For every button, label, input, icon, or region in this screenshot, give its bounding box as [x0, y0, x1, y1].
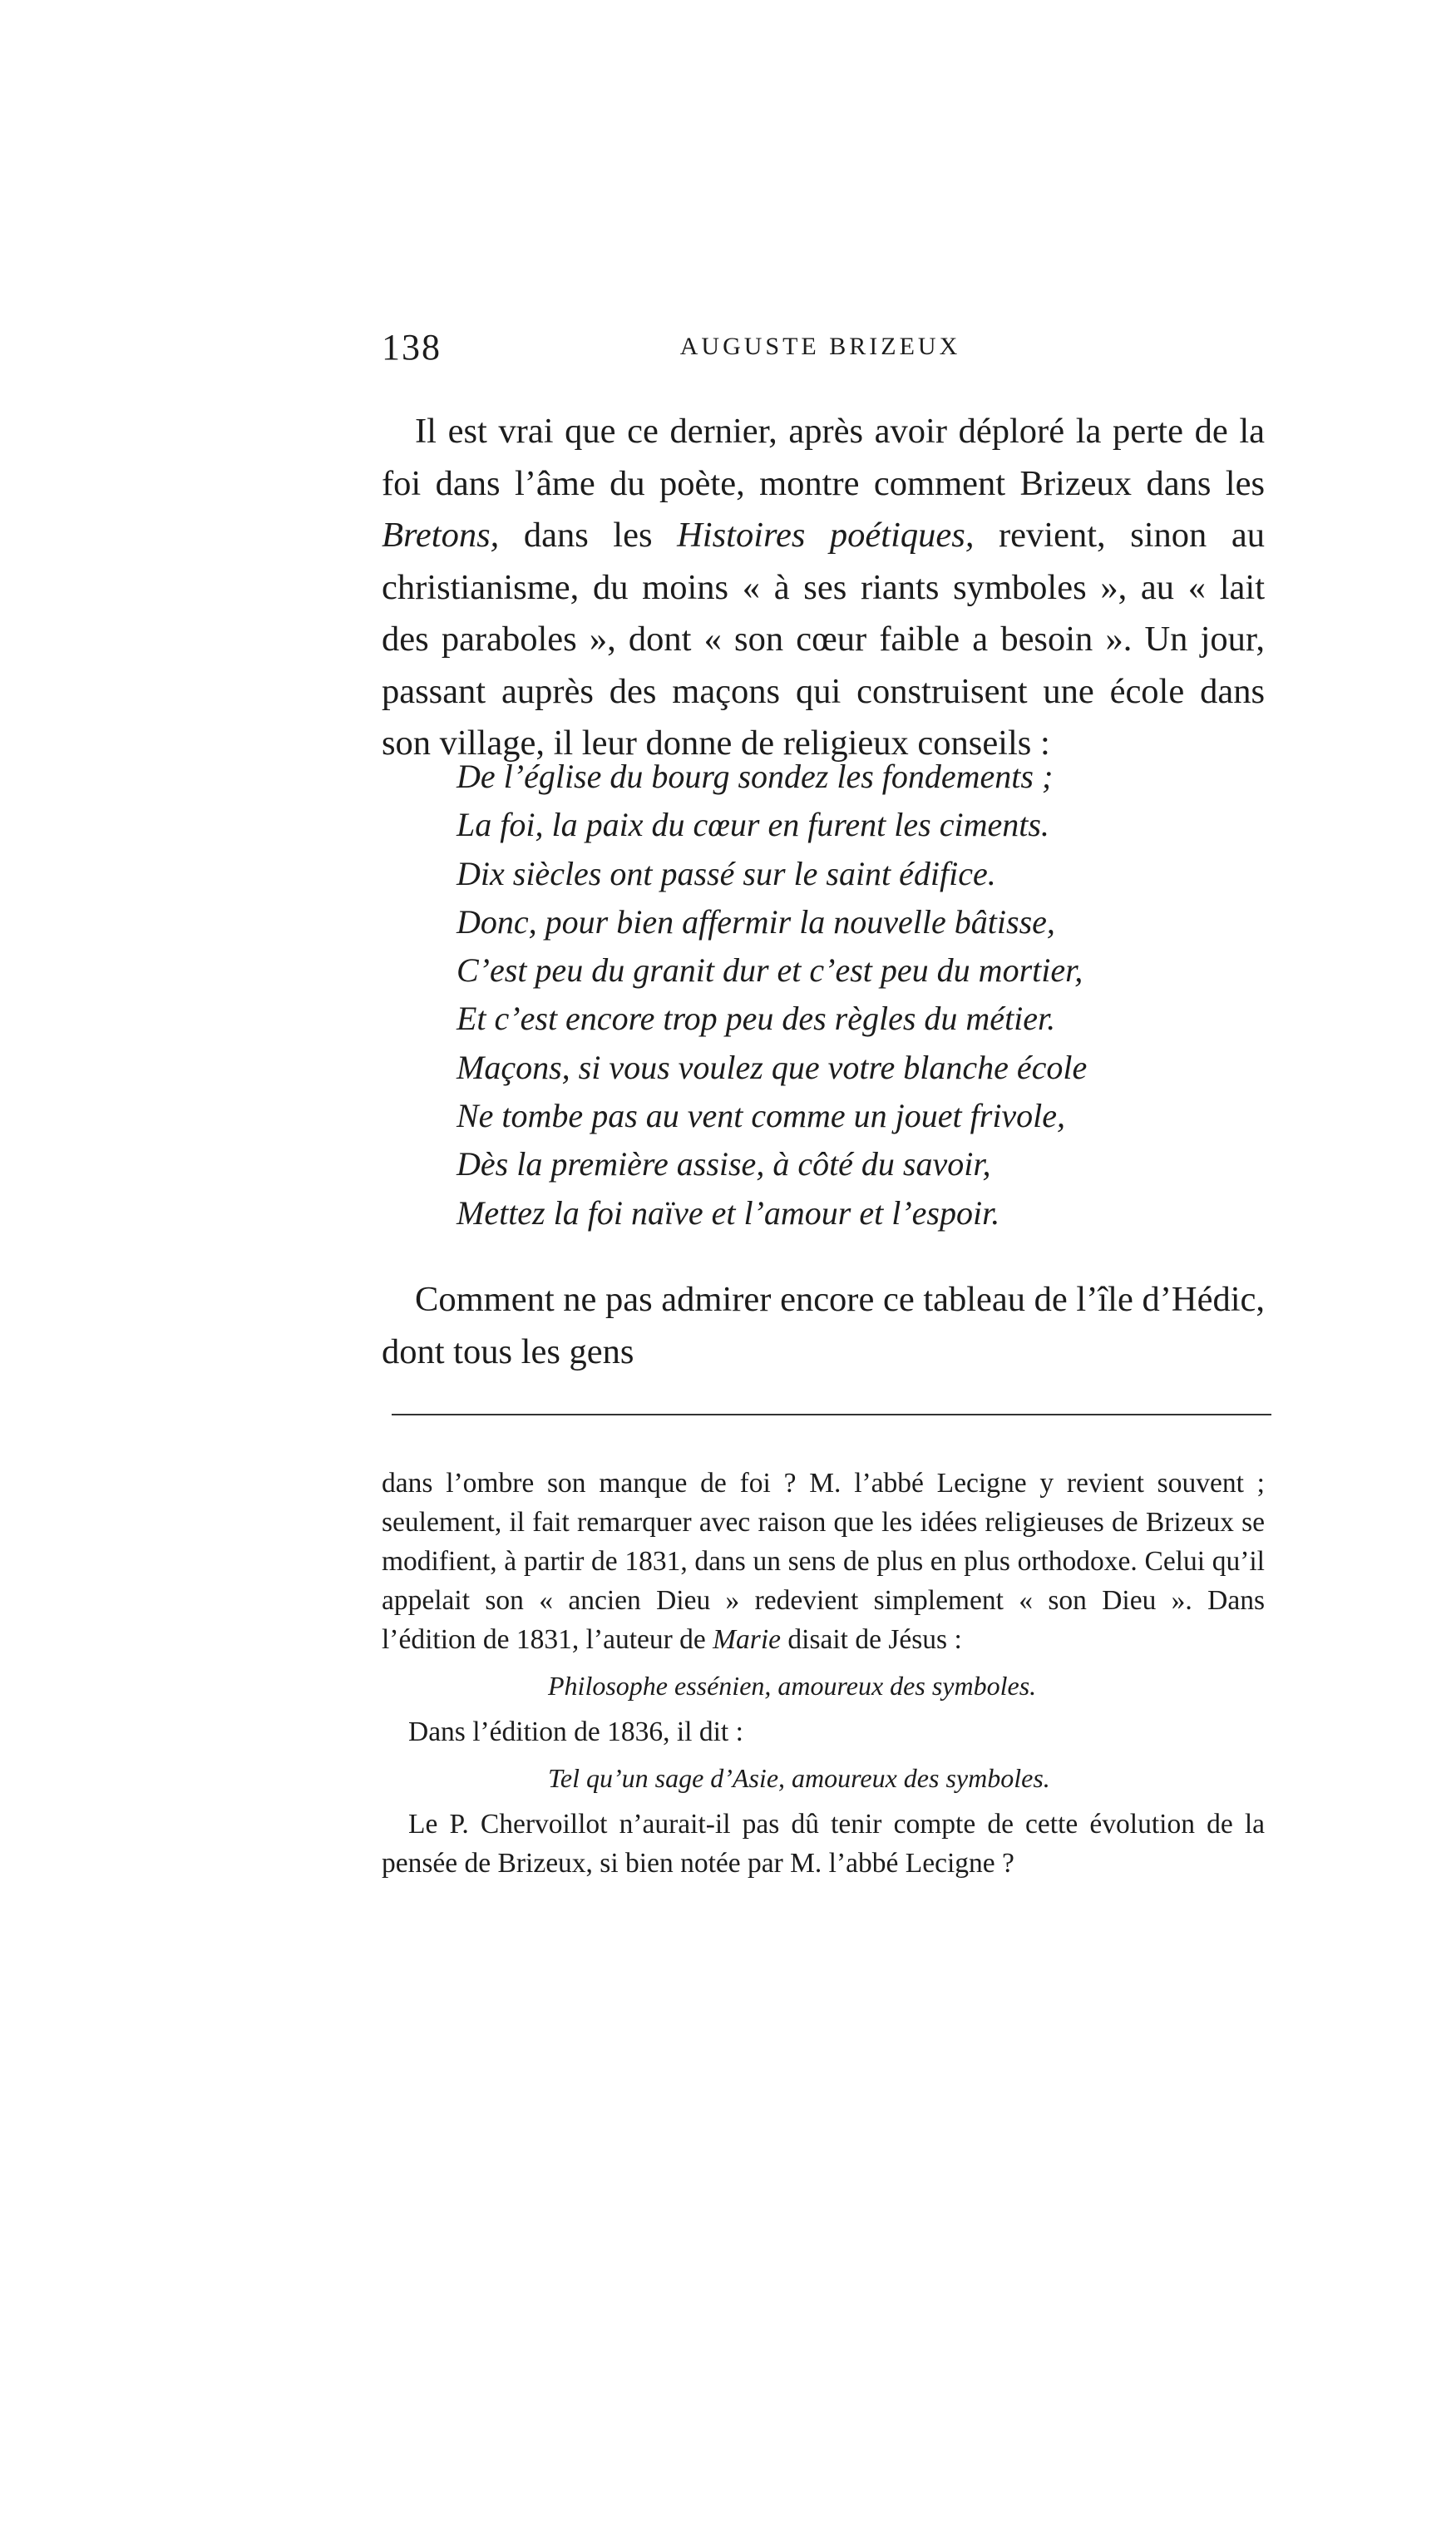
paragraph-1 [382, 406, 1265, 770]
verse-line: Dix siècles ont passé sur le saint édifice. [457, 854, 996, 892]
title-histoires-poetiques: Histoires poétiques, [677, 516, 975, 555]
verse-line: C’est peu du granit dur et c’est peu du mortier, [457, 951, 1083, 990]
paragraph-2: Comment ne pas admirer encore ce tableau de l’île d’Hédic, dont tous les gens [382, 1280, 1265, 1371]
footnote-paragraph-2: Dans l’édition de 1836, il dit : [408, 1716, 743, 1747]
verse-block [457, 753, 1205, 1237]
footnote-quote-1: Philosophe essénien, amoureux des symboles. [548, 1671, 1037, 1701]
running-title: AUGUSTE BRIZEUX [679, 333, 961, 360]
footnote-text-1a: dans l’ombre son manque de foi ? M. l’abbé Lecigne y revient souvent ; seulement, il fait remarquer avec raison que les idées religieuses de Brizeux se modifient, à partir de 1831, dans un sens de plus en plus orthodoxe. Celui qu’il appelait son « ancien Dieu » redevient simplement « son Dieu ». Dans l’édition de 1831, l’auteur de [382, 1468, 1265, 1655]
verse-line: Ne tombe pas au vent comme un jouet frivole, [457, 1097, 1066, 1135]
paragraph-1-part-2: dans les [499, 516, 678, 555]
title-bretons: Bretons, [382, 516, 500, 555]
footnote-block [382, 1464, 1265, 1883]
main-text [382, 406, 1265, 770]
verse-line: Mettez la foi naïve et l’amour et l’espoir. [457, 1193, 1000, 1232]
page-header [382, 326, 1259, 376]
page-number: 138 [382, 327, 442, 368]
main-text-continued [382, 1274, 1265, 1378]
footnote-paragraph-1 [382, 1464, 1265, 1659]
verse-line: Et c’est encore trop peu des règles du métier. [457, 1000, 1056, 1038]
footnote-quote-2: Tel qu’un sage d’Asie, amoureux des symboles. [548, 1763, 1050, 1793]
paragraph-1-part-1: Il est vrai que ce dernier, après avoir déploré la perte de la foi dans l’âme du poète, montre comment Brizeux dans les [382, 412, 1265, 503]
paragraph-1-part-3: revient, sinon au christianisme, du moins « à ses riants symboles », au « lait des paraboles », dont « son cœur faible a besoin ». Un jour, passant auprès des maçons qui construisent une école dans son village, il leur donne de religieux conseils : [382, 516, 1265, 763]
footnote-paragraph-3: Le P. Chervoillot n’aurait-il pas dû tenir compte de cette évolution de la pensée de Brizeux, si bien notée par M. l’abbé Lecigne ? [382, 1809, 1265, 1879]
footnote-text-1b: disait de Jésus : [781, 1624, 962, 1655]
verse-line: Dès la première assise, à côté du savoir, [457, 1145, 991, 1183]
verse-line: La foi, la paix du cœur en furent les ciments. [457, 806, 1049, 844]
footnote-divider [392, 1414, 1271, 1415]
verse-line: Maçons, si vous voulez que votre blanche école [457, 1048, 1088, 1086]
verse-line: Donc, pour bien affermir la nouvelle bâtisse, [457, 902, 1055, 941]
title-marie: Marie [713, 1624, 782, 1655]
verse-line: De l’église du bourg sondez les fondements ; [457, 758, 1054, 795]
